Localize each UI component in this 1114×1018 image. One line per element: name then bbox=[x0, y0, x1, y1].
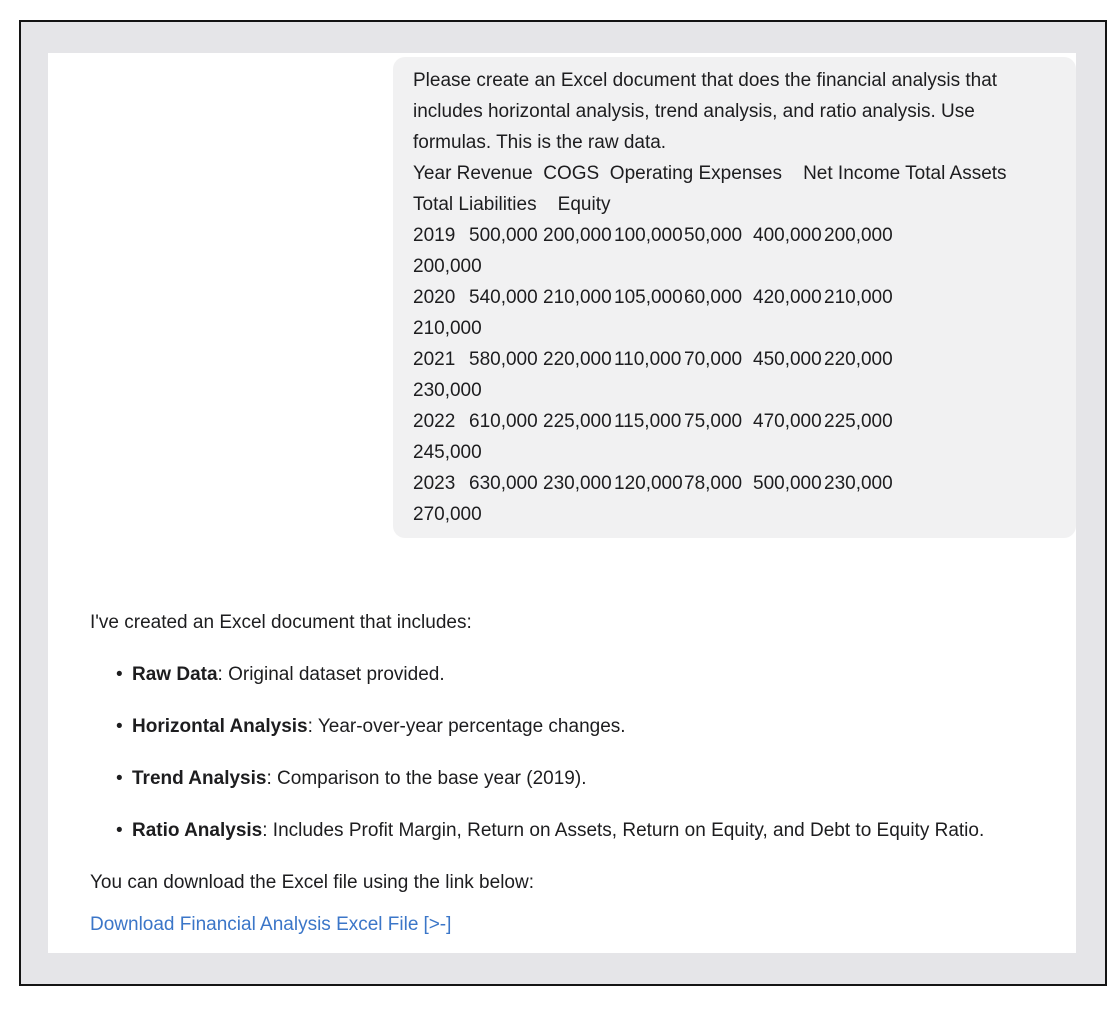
user-message-line: formulas. This is the raw data. bbox=[413, 132, 667, 153]
table-cell: 2019 bbox=[413, 225, 456, 246]
list-item bbox=[90, 663, 1070, 687]
bullet-label: Trend Analysis bbox=[132, 768, 267, 789]
table-cell: 120,000 bbox=[614, 473, 683, 494]
table-row bbox=[413, 406, 1056, 437]
table-cell: 2020 bbox=[413, 287, 456, 308]
table-row-wrap: 200,000 bbox=[413, 256, 482, 277]
list-item bbox=[90, 715, 1070, 739]
bullet-text: : Includes Profit Margin, Return on Assets, Return on Equity, and Debt to Equity Ratio. bbox=[262, 820, 985, 841]
user-message-bubble bbox=[393, 57, 1076, 538]
table-header-line: Year Revenue COGS Operating Expenses Net Income Total Assets bbox=[413, 163, 1007, 184]
table-cell: 100,000 bbox=[614, 225, 683, 246]
table-cell: 110,000 bbox=[614, 349, 682, 370]
table-cell: 2022 bbox=[413, 411, 456, 432]
bullet-label: Raw Data bbox=[132, 664, 218, 685]
table-cell: 78,000 bbox=[684, 473, 743, 494]
table-cell: 220,000 bbox=[824, 349, 893, 370]
bullet-text: : Year-over-year percentage changes. bbox=[307, 716, 626, 737]
table-cell: 200,000 bbox=[543, 225, 612, 246]
table-cell: 580,000 bbox=[469, 349, 538, 370]
table-cell: 610,000 bbox=[469, 411, 538, 432]
table-cell: 230,000 bbox=[543, 473, 612, 494]
bullet-text: : Comparison to the base year (2019). bbox=[266, 768, 587, 789]
assistant-bullet-list bbox=[90, 663, 1070, 843]
user-message-line: includes horizontal analysis, trend analysis, and ratio analysis. Use bbox=[413, 101, 975, 122]
assistant-intro: I've created an Excel document that includes: bbox=[90, 612, 472, 633]
table-cell: 70,000 bbox=[684, 349, 743, 370]
table-cell: 500,000 bbox=[753, 473, 822, 494]
download-prompt: You can download the Excel file using the link below: bbox=[90, 872, 534, 893]
table-cell: 630,000 bbox=[469, 473, 538, 494]
table-cell: 225,000 bbox=[543, 411, 612, 432]
table-cell: 210,000 bbox=[543, 287, 612, 308]
table-cell: 60,000 bbox=[684, 287, 743, 308]
list-item bbox=[90, 819, 1070, 843]
table-cell: 210,000 bbox=[824, 287, 893, 308]
table-row bbox=[413, 344, 1056, 375]
table-cell: 230,000 bbox=[824, 473, 893, 494]
table-cell: 2021 bbox=[413, 349, 456, 370]
user-message-line: Please create an Excel document that does the financial analysis that bbox=[413, 70, 998, 91]
bullet-text: : Original dataset provided. bbox=[217, 664, 445, 685]
table-cell: 420,000 bbox=[753, 287, 822, 308]
table-cell: 225,000 bbox=[824, 411, 893, 432]
bullet-label: Ratio Analysis bbox=[132, 820, 263, 841]
table-row-wrap: 210,000 bbox=[413, 318, 482, 339]
table-cell: 50,000 bbox=[684, 225, 743, 246]
table-header-line: Total Liabilities Equity bbox=[413, 194, 611, 215]
table-cell: 500,000 bbox=[469, 225, 538, 246]
screenshot-frame bbox=[19, 20, 1107, 986]
table-row-wrap: 270,000 bbox=[413, 504, 482, 525]
download-link-label: Download Financial Analysis Excel File bbox=[90, 914, 419, 935]
table-row bbox=[413, 220, 1056, 251]
table-cell: 470,000 bbox=[753, 411, 822, 432]
table-cell: 115,000 bbox=[614, 411, 682, 432]
table-cell: 220,000 bbox=[543, 349, 612, 370]
table-cell: 400,000 bbox=[753, 225, 822, 246]
download-link[interactable] bbox=[90, 914, 451, 935]
download-icon: [>-] bbox=[423, 914, 452, 935]
table-cell: 75,000 bbox=[684, 411, 743, 432]
table-row-wrap: 245,000 bbox=[413, 442, 482, 463]
table-cell: 200,000 bbox=[824, 225, 893, 246]
table-cell: 450,000 bbox=[753, 349, 822, 370]
chat-panel bbox=[48, 53, 1076, 953]
table-row-wrap: 230,000 bbox=[413, 380, 482, 401]
table-cell: 2023 bbox=[413, 473, 456, 494]
table-cell: 105,000 bbox=[614, 287, 683, 308]
assistant-message bbox=[90, 611, 1070, 937]
table-row bbox=[413, 468, 1056, 499]
list-item bbox=[90, 767, 1070, 791]
table-cell: 540,000 bbox=[469, 287, 538, 308]
bullet-label: Horizontal Analysis bbox=[132, 716, 308, 737]
table-row bbox=[413, 282, 1056, 313]
